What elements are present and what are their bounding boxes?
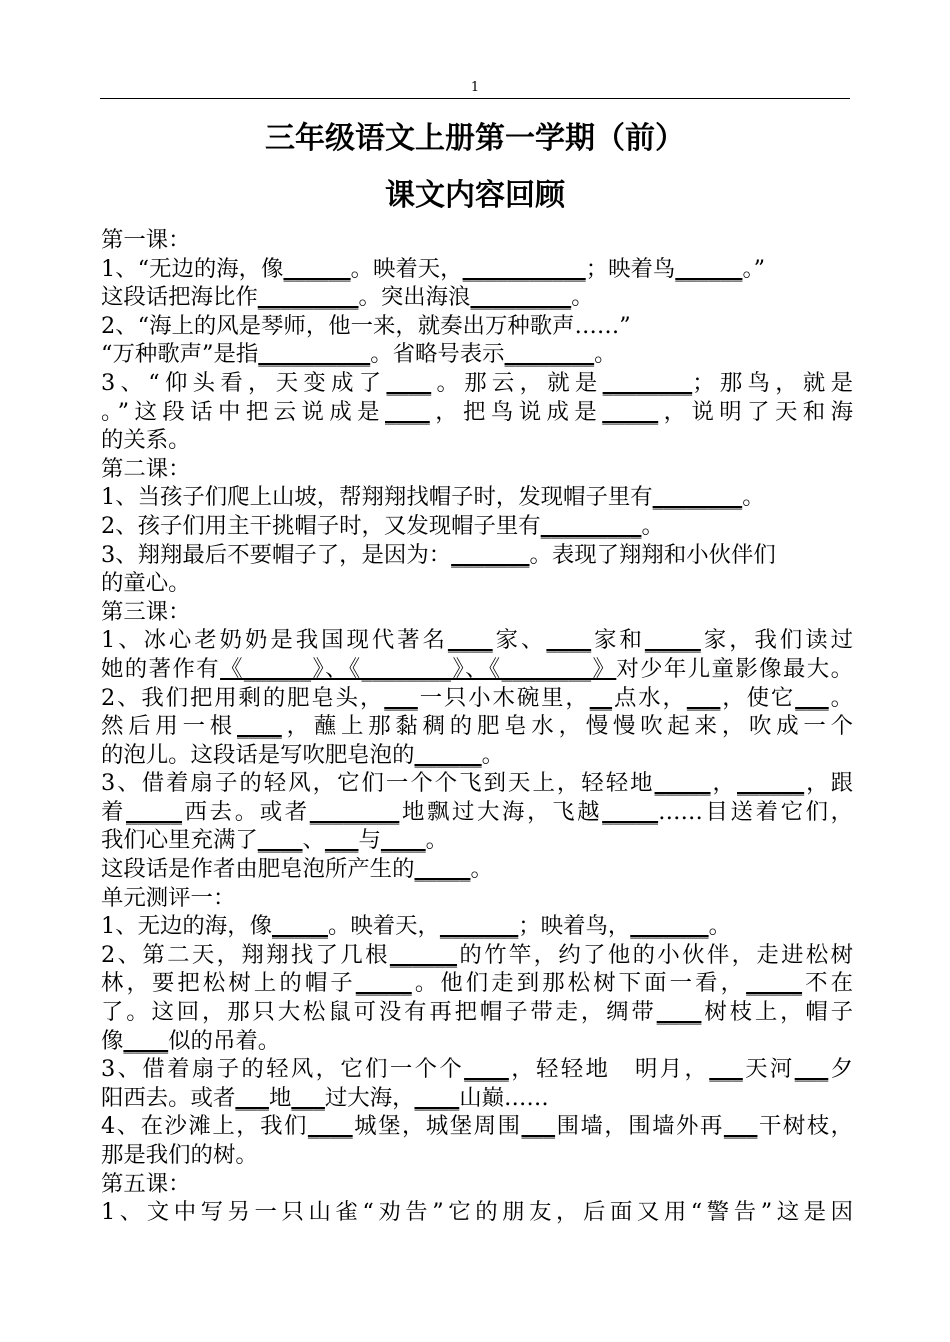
fill-in-blank: ____ xyxy=(546,627,592,654)
text-segment: 3、“仰头看，天变成了 xyxy=(101,369,387,396)
fill-in-blank: ______ xyxy=(414,741,482,768)
text-line xyxy=(101,655,853,684)
text-segment: 2、我们把用剩的肥皂头， xyxy=(101,684,385,711)
text-segment: 家和 xyxy=(591,627,645,654)
text-line xyxy=(101,969,853,998)
text-segment: 4、在沙滩上，我们 xyxy=(101,1113,308,1140)
fill-in-blank: ____ xyxy=(656,999,702,1026)
text-segment: 。映着天， xyxy=(350,255,463,282)
header-rule xyxy=(100,98,850,99)
page-number: 1 xyxy=(470,80,480,95)
fill-in-blank: _______ xyxy=(451,541,530,568)
text-segment: 。 xyxy=(594,341,617,368)
fill-in-blank: ____ xyxy=(307,1113,353,1140)
text-line xyxy=(101,1112,853,1141)
text-segment: 不在 xyxy=(802,970,854,997)
text-segment: 单元测评一： xyxy=(101,884,236,911)
text-line xyxy=(101,226,853,255)
text-line xyxy=(101,312,853,341)
text-segment: 。 xyxy=(470,856,493,883)
fill-in-blank: ______ xyxy=(389,941,458,968)
fill-in-blank: _____ xyxy=(654,770,711,797)
text-line xyxy=(101,769,853,798)
text-segment: ，蘸上那黏稠的肥皂水，慢慢吹起来，吹成一个 xyxy=(281,713,854,740)
text-segment: 。 xyxy=(742,484,765,511)
text-segment: 1、当孩子们爬上山坡，帮翔翔找帽子时，发现帽子里有 xyxy=(101,484,653,511)
fill-in-blank: ___ xyxy=(686,684,721,711)
fill-in-blank: _______ xyxy=(439,913,519,940)
text-line xyxy=(101,1084,853,1113)
text-segment: ，把鸟说成是 xyxy=(429,398,603,425)
fill-in-blank: ____ xyxy=(414,1084,460,1111)
text-segment: ，使它 xyxy=(720,684,796,711)
text-segment: 。 xyxy=(641,512,664,539)
text-segment: 这段话把海比作 xyxy=(101,284,258,311)
text-line xyxy=(101,626,853,655)
text-segment: 。 xyxy=(571,284,594,311)
text-segment: 然后用一根 xyxy=(101,713,238,740)
text-segment: 林，要把松树上的帽子 xyxy=(101,970,356,997)
text-line xyxy=(101,1141,853,1170)
text-segment: 。”这段话中把云说成是 xyxy=(101,398,385,425)
fill-in-blank: _________ xyxy=(257,284,359,311)
text-segment: 3、借着扇子的轻风，它们一个个 xyxy=(101,1056,465,1083)
fill-in-blank: ___ xyxy=(384,684,418,711)
text-segment: ，说明了天和海 xyxy=(658,398,854,425)
fill-in-blank: ____ xyxy=(385,398,430,425)
text-segment: 2、第二天，翔翔找了几根 xyxy=(101,941,390,968)
text-segment: 。映着天， xyxy=(327,913,440,940)
text-segment: 围墙，围墙外再 xyxy=(555,1113,724,1140)
text-segment: 第二课： xyxy=(101,455,191,482)
fill-in-blank: __________ xyxy=(258,341,371,368)
fill-in-blank: ______ xyxy=(675,255,743,282)
text-segment: 像 xyxy=(101,1027,124,1054)
text-line xyxy=(101,998,853,1027)
text-line xyxy=(101,340,853,369)
fill-in-blank: _____ xyxy=(644,627,701,654)
fill-in-blank: ___ xyxy=(291,1084,325,1111)
text-segment: ；映着鸟， xyxy=(518,913,631,940)
text-segment: 我们心里充满了 xyxy=(101,827,258,854)
fill-in-blank: ___ xyxy=(709,1056,743,1083)
document-body xyxy=(101,226,853,1227)
fill-in-blank: ___________ xyxy=(462,255,586,282)
text-segment: 、 xyxy=(302,827,325,854)
fill-in-blank: _______ xyxy=(630,913,709,940)
text-segment: 树枝上，帽子 xyxy=(701,999,853,1026)
text-segment: 1、“无边的海，像 xyxy=(101,255,284,282)
fill-in-blank: ______ xyxy=(283,255,351,282)
fill-in-blank: ________ xyxy=(652,484,743,511)
text-segment: 。 xyxy=(828,684,854,711)
fill-in-blank: ____ xyxy=(386,369,432,396)
text-segment: 。他们走到那松树下面一看， xyxy=(411,970,747,997)
fill-in-blank: ___ xyxy=(235,1084,269,1111)
text-segment: 与 xyxy=(358,827,381,854)
text-segment: 。省略号表示 xyxy=(370,341,505,368)
text-segment: 。” xyxy=(742,255,766,282)
text-line xyxy=(101,1170,853,1199)
text-segment: 。突出海浪 xyxy=(358,284,471,311)
text-segment: ， xyxy=(710,770,737,797)
text-segment: 地 xyxy=(268,1084,292,1111)
text-line xyxy=(101,283,853,312)
fill-in-blank: _____ xyxy=(271,913,328,940)
text-segment: 的竹竿，约了他的小伙伴，走进松树 xyxy=(457,941,853,968)
text-segment: 过大海， xyxy=(324,1084,415,1111)
text-line xyxy=(101,912,853,941)
text-line xyxy=(101,483,853,512)
text-segment: 地飘过大海，飞越 xyxy=(399,798,603,825)
text-segment: 。 xyxy=(481,741,505,768)
text-segment: ……目送着它们， xyxy=(658,798,854,825)
text-segment: 点水， xyxy=(612,684,687,711)
fill-in-blank: ________ xyxy=(309,798,400,825)
text-segment: 第一课： xyxy=(101,227,191,253)
text-line xyxy=(101,369,853,398)
text-segment: 天河 xyxy=(742,1056,795,1083)
text-line xyxy=(101,826,853,855)
text-segment: 这段话是作者由肥皂泡所产生的 xyxy=(101,856,415,883)
document-title: 三年级语文上册第一学期（前） xyxy=(265,121,685,156)
fill-in-blank: ___ xyxy=(521,1113,556,1140)
text-line xyxy=(101,941,853,970)
text-segment: 2、孩子们用主干挑帽子时，又发现帽子里有 xyxy=(101,512,541,539)
text-line xyxy=(101,255,853,284)
fill-in-blank: _____ xyxy=(602,398,659,425)
text-segment: 。那云，就是 xyxy=(431,369,603,396)
text-segment: 西去。或者 xyxy=(182,798,310,825)
fill-in-blank: _____ xyxy=(602,798,659,825)
fill-in-blank: ____ xyxy=(464,1056,509,1083)
fill-in-blank: ____ xyxy=(237,713,282,740)
text-segment: 第三课： xyxy=(101,598,191,625)
fill-in-blank: ___ xyxy=(324,827,359,854)
text-segment: ，轻轻地 明月， xyxy=(508,1056,710,1083)
text-segment: 对少年儿童影像最大。 xyxy=(616,655,854,682)
text-segment: 的泡儿。这段话是写吹肥皂泡的 xyxy=(101,741,415,768)
fill-in-blank: ___ xyxy=(723,1113,758,1140)
text-line xyxy=(101,712,853,741)
text-line xyxy=(101,855,853,884)
fill-in-blank: 《______》、《________》、《________》 xyxy=(220,655,617,682)
text-line xyxy=(101,512,853,541)
text-segment: ，跟 xyxy=(804,770,853,797)
text-segment: “万种歌声”是指 xyxy=(101,341,259,368)
fill-in-blank: _____ xyxy=(414,856,471,883)
text-segment: 了。这回，那只大松鼠可没有再把帽子带走，绸带 xyxy=(101,999,657,1026)
fill-in-blank: _________ xyxy=(540,512,642,539)
fill-in-blank: ____ xyxy=(123,1027,169,1054)
text-segment: 那是我们的树。 xyxy=(101,1142,258,1168)
text-segment: 干树枝， xyxy=(757,1113,854,1140)
fill-in-blank: _________ xyxy=(470,284,572,311)
text-line xyxy=(101,541,853,570)
text-segment: 夕 xyxy=(828,1056,854,1083)
text-segment: 家，我们读过 xyxy=(700,627,854,654)
text-line xyxy=(101,741,853,770)
text-segment: 似的吊着。 xyxy=(168,1027,281,1054)
fill-in-blank: ____ xyxy=(380,827,426,854)
text-line xyxy=(101,455,853,484)
text-line xyxy=(101,1055,853,1084)
fill-in-blank: __ xyxy=(589,684,613,711)
text-line xyxy=(101,1198,853,1227)
text-line xyxy=(101,569,853,598)
fill-in-blank: ____ xyxy=(447,627,493,654)
fill-in-blank: ________ xyxy=(602,369,693,396)
text-segment: 。 xyxy=(425,827,449,854)
text-line xyxy=(101,684,853,713)
fill-in-blank: ______ xyxy=(736,770,805,797)
fill-in-blank: ___ xyxy=(794,1056,829,1083)
text-segment: 一只小木碗里， xyxy=(417,684,590,711)
fill-in-blank: _____ xyxy=(126,798,183,825)
text-segment: 阳西去。或者 xyxy=(101,1084,236,1111)
text-segment: 3、翔翔最后不要帽子了，是因为： xyxy=(101,541,452,568)
text-segment: 1、冰心老奶奶是我国现代著名 xyxy=(101,627,448,654)
text-line xyxy=(101,398,853,427)
text-line xyxy=(101,426,853,455)
fill-in-blank: ___ xyxy=(795,684,829,711)
text-segment: 的童心。 xyxy=(101,570,191,597)
text-segment: 山巅…… xyxy=(459,1084,549,1111)
text-segment: 城堡，城堡周围 xyxy=(352,1113,522,1140)
document-subtitle: 课文内容回顾 xyxy=(385,178,565,213)
text-line xyxy=(101,884,853,913)
text-segment: 的关系。 xyxy=(101,427,191,454)
fill-in-blank: ________ xyxy=(504,341,595,368)
text-line xyxy=(101,598,853,627)
text-segment: 家、 xyxy=(492,627,547,654)
text-segment: 着 xyxy=(101,798,127,825)
text-line xyxy=(101,1027,853,1056)
fill-in-blank: _____ xyxy=(355,970,412,997)
text-segment: 她的著作有 xyxy=(101,655,221,682)
text-segment: 第五课： xyxy=(101,1170,191,1197)
text-segment: 1、文中写另一只山雀“劝告”它的朋友，后面又用“警告”这是因 xyxy=(101,1199,853,1226)
text-segment: 。表现了翔翔和小伙伴们 xyxy=(529,541,776,568)
text-segment: 2、“海上的风是琴师，他一来，就奏出万种歌声……” xyxy=(101,312,631,339)
text-line xyxy=(101,798,853,827)
text-segment: 。 xyxy=(708,913,732,940)
text-segment: 3、借着扇子的轻风，它们一个个飞到天上，轻轻地 xyxy=(101,770,655,797)
fill-in-blank: _____ xyxy=(746,970,803,997)
text-segment: ；映着鸟 xyxy=(585,255,676,282)
text-segment: ；那鸟，就是 xyxy=(692,369,853,396)
fill-in-blank: ____ xyxy=(257,827,303,854)
text-segment: 1、无边的海，像 xyxy=(101,913,272,940)
